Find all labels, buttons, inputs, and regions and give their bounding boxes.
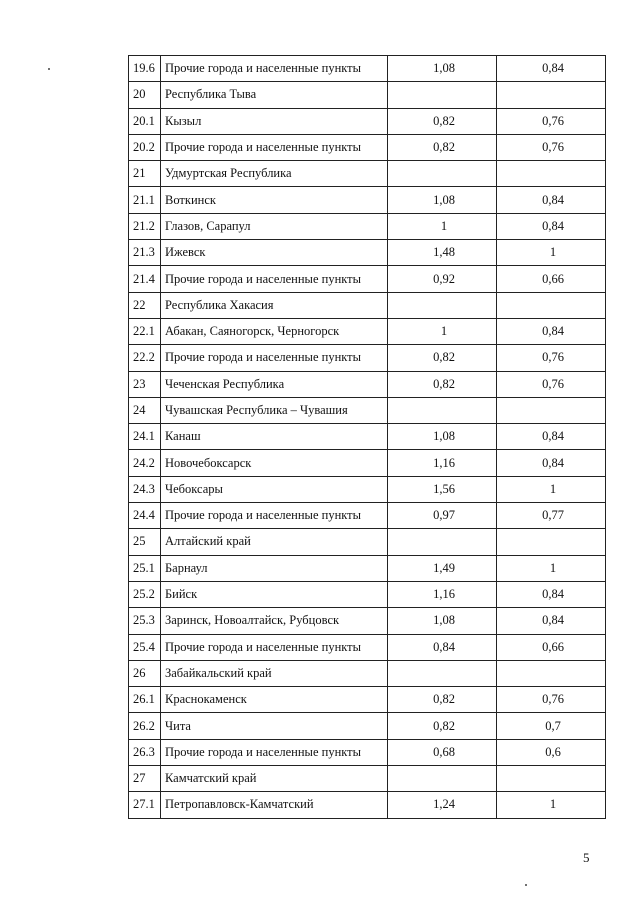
row-value-2: 1 [497,555,606,581]
row-name: Кызыл [161,108,388,134]
row-name: Канаш [161,424,388,450]
table-row [129,766,606,792]
row-value-1: 1,16 [388,581,497,607]
row-value-1 [388,529,497,555]
row-value-2: 0,66 [497,266,606,292]
row-number: 26 [129,660,161,686]
row-number: 24.1 [129,424,161,450]
row-value-1 [388,161,497,187]
row-value-2 [497,397,606,423]
table-row [129,581,606,607]
row-value-1: 1,56 [388,476,497,502]
table-row [129,292,606,318]
table-row [129,371,606,397]
row-number: 21.4 [129,266,161,292]
row-name: Чита [161,713,388,739]
table-row [129,529,606,555]
row-value-2: 0,84 [497,213,606,239]
table-row [129,608,606,634]
row-number: 24.3 [129,476,161,502]
row-number: 25.1 [129,555,161,581]
row-value-1 [388,82,497,108]
table-row [129,213,606,239]
row-number: 25.3 [129,608,161,634]
row-value-2 [497,161,606,187]
row-number: 24.4 [129,503,161,529]
row-number: 19.6 [129,56,161,82]
row-name: Прочие города и населенные пункты [161,739,388,765]
row-value-1: 1,08 [388,56,497,82]
row-value-1: 0,82 [388,108,497,134]
row-name: Прочие города и населенные пункты [161,345,388,371]
table-row [129,713,606,739]
row-number: 26.1 [129,687,161,713]
row-name: Алтайский край [161,529,388,555]
row-value-1: 1,49 [388,555,497,581]
row-name: Прочие города и населенные пункты [161,134,388,160]
table-row [129,424,606,450]
row-value-2: 0,76 [497,345,606,371]
row-value-2: 0,6 [497,739,606,765]
row-name: Ижевск [161,240,388,266]
row-value-2: 1 [497,476,606,502]
row-value-2: 0,84 [497,56,606,82]
row-value-2: 0,84 [497,318,606,344]
row-name: Забайкальский край [161,660,388,686]
row-value-2: 0,76 [497,108,606,134]
row-value-1: 1,24 [388,792,497,818]
row-name: Прочие города и населенные пункты [161,634,388,660]
table-row [129,397,606,423]
row-number: 21.3 [129,240,161,266]
row-name: Петропавловск-Камчатский [161,792,388,818]
table-row [129,450,606,476]
row-number: 23 [129,371,161,397]
row-value-1: 0,82 [388,371,497,397]
row-name: Прочие города и населенные пункты [161,56,388,82]
row-value-2: 0,84 [497,581,606,607]
row-name: Барнаул [161,555,388,581]
row-value-2 [497,82,606,108]
row-name: Прочие города и населенные пункты [161,503,388,529]
row-value-1: 1,16 [388,450,497,476]
table-row [129,161,606,187]
table-row [129,660,606,686]
table-row [129,634,606,660]
row-number: 22 [129,292,161,318]
table-row [129,266,606,292]
row-value-1: 0,82 [388,687,497,713]
row-name: Воткинск [161,187,388,213]
page-number: 5 [583,850,590,865]
row-value-1 [388,397,497,423]
row-value-2: 0,84 [497,608,606,634]
row-value-2: 0,77 [497,503,606,529]
table-row [129,134,606,160]
row-value-2: 0,76 [497,134,606,160]
row-value-1: 0,82 [388,345,497,371]
row-value-2: 0,84 [497,424,606,450]
coefficient-table [128,55,606,819]
row-value-1: 1,08 [388,424,497,450]
row-value-1: 1,08 [388,608,497,634]
row-value-2: 0,84 [497,187,606,213]
row-number: 22.2 [129,345,161,371]
row-name: Камчатский край [161,766,388,792]
row-number: 20.2 [129,134,161,160]
row-value-2: 1 [497,792,606,818]
row-name: Чебоксары [161,476,388,502]
table-row [129,739,606,765]
row-value-2 [497,529,606,555]
row-name: Заринск, Новоалтайск, Рубцовск [161,608,388,634]
row-number: 26.2 [129,713,161,739]
table-row [129,240,606,266]
row-number: 24 [129,397,161,423]
row-value-2: 0,66 [497,634,606,660]
row-value-2: 0,7 [497,713,606,739]
row-number: 27.1 [129,792,161,818]
row-value-1 [388,766,497,792]
row-number: 27 [129,766,161,792]
row-number: 20.1 [129,108,161,134]
row-number: 21 [129,161,161,187]
table-row [129,318,606,344]
row-number: 22.1 [129,318,161,344]
row-number: 25.2 [129,581,161,607]
table-row [129,476,606,502]
row-name: Республика Хакасия [161,292,388,318]
row-number: 21.2 [129,213,161,239]
row-value-1: 1,08 [388,187,497,213]
scan-speck [48,68,50,70]
table-row [129,555,606,581]
row-value-1: 0,97 [388,503,497,529]
table-row [129,108,606,134]
row-name: Чеченская Республика [161,371,388,397]
row-name: Новочебоксарск [161,450,388,476]
row-name: Удмуртская Республика [161,161,388,187]
table-row [129,56,606,82]
row-number: 24.2 [129,450,161,476]
row-value-1: 0,68 [388,739,497,765]
table-row [129,82,606,108]
row-name: Чувашская Республика – Чувашия [161,397,388,423]
row-value-2 [497,766,606,792]
row-value-1: 0,92 [388,266,497,292]
table-body [129,56,606,819]
row-number: 21.1 [129,187,161,213]
row-value-1: 1,48 [388,240,497,266]
table-row [129,687,606,713]
row-value-1: 0,84 [388,634,497,660]
row-value-2 [497,292,606,318]
table-row [129,345,606,371]
row-value-2: 0,76 [497,687,606,713]
row-value-2: 0,84 [497,450,606,476]
row-name: Абакан, Саяногорск, Черногорск [161,318,388,344]
table-row [129,792,606,818]
row-name: Краснокаменск [161,687,388,713]
row-number: 20 [129,82,161,108]
row-value-2: 0,76 [497,371,606,397]
row-value-1 [388,292,497,318]
row-number: 25 [129,529,161,555]
table-row [129,187,606,213]
row-name: Бийск [161,581,388,607]
row-value-1: 0,82 [388,713,497,739]
row-number: 26.3 [129,739,161,765]
row-value-2: 1 [497,240,606,266]
row-number: 25.4 [129,634,161,660]
row-name: Республика Тыва [161,82,388,108]
row-value-1 [388,660,497,686]
scan-speck [525,884,527,886]
row-value-1: 0,82 [388,134,497,160]
row-value-2 [497,660,606,686]
row-name: Прочие города и населенные пункты [161,266,388,292]
row-name: Глазов, Сарапул [161,213,388,239]
row-value-1: 1 [388,318,497,344]
row-value-1: 1 [388,213,497,239]
table-row [129,503,606,529]
